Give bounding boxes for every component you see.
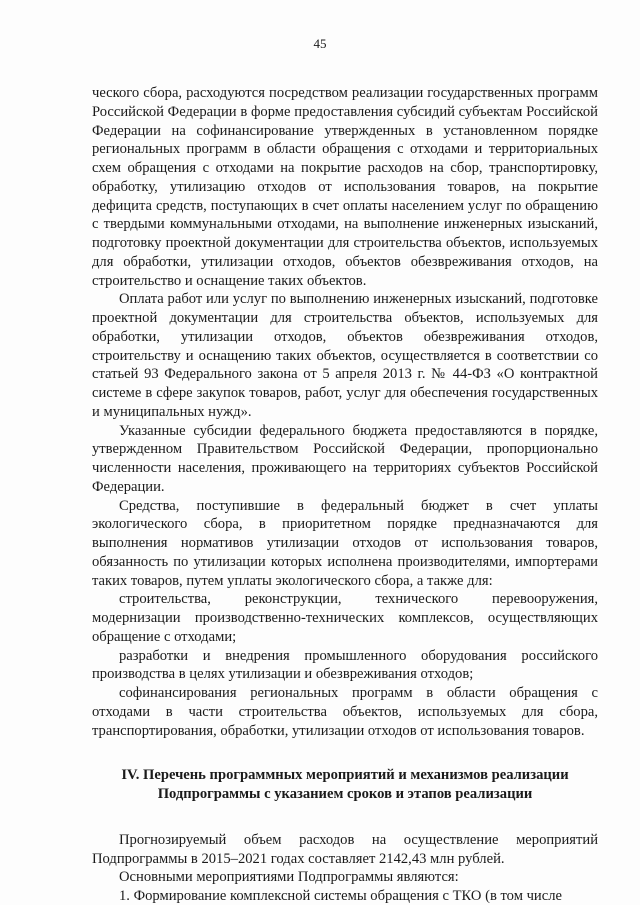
list-item-cofinancing: софинансирования региональных программ в области обращения с отходами в части строительства объектов, используемых для сбора, транспортирования, обработки, утилизации отходов от использования товаров.	[92, 685, 598, 739]
section-heading-line-1: IV. Перечень программных мероприятий и механизмов реализации	[121, 767, 569, 784]
section-heading	[92, 766, 598, 804]
paragraph-2: Оплата работ или услуг по выполнению инженерных изысканий, подготовке проектной документации для строительства объектов, используемых для обработки, утилизации отходов, объектов обезвреживания отходов, строительству и оснащению таких объектов, осуществляется в соответствии со статьей 93 Федерального закона от 5 апреля 2013 г. № 44-ФЗ «О контрактной системе в сфере закупок товаров, работ, услуг для обеспечения государственных и муниципальных нужд».	[92, 291, 598, 420]
paragraph-expenses: Прогнозируемый объем расходов на осуществление мероприятий Подпрограммы в 2015–2021 годах составляет 2142,43 млн рублей.	[92, 831, 598, 867]
list-item-development: разработки и внедрения промышленного оборудования российского производства в целях утилизации и обезвреживания отходов;	[92, 647, 598, 683]
paragraph-4: Средства, поступившие в федеральный бюджет в счет уплаты экологического сбора, в приоритетном порядке предназначаются для выполнения нормативов утилизации отходов от использования товаров, обязанность по утилизации которых исполнена производителями, импортерами таких товаров, путем уплаты экологического сбора, а также для:	[92, 497, 598, 589]
paragraph-activity-1: 1. Формирование комплексной системы обращения с ТКО (в том числе	[119, 888, 562, 904]
section-heading-line-2: Подпрограммы с указанием сроков и этапов реализации	[157, 786, 533, 802]
document-body	[92, 84, 598, 906]
list-item-construction: строительства, реконструкции, технического перевооружения, модернизации производственно-технических комплексов, осуществляющих обращение с отходами;	[92, 591, 598, 645]
paragraph-3: Указанные субсидии федерального бюджета предоставляются в порядке, утвержденном Правительством Российской Федерации, пропорционально численности населения, проживающего на территориях субъектов Российской Федерации.	[92, 422, 598, 495]
paragraph-main-activities: Основными мероприятиями Подпрограммы являются:	[119, 869, 459, 886]
paragraph-1: ческого сбора, расходуются посредством реализации государственных программ Российской Федерации в форме предоставления субсидий субъектам Российской Федерации на софинансирование утвержденных в установленном порядке региональных программ в области обращения с отходами и территориальных схем обращения с отходами на покрытие расходов на сбор, транспортировку, обработку, утилизацию отходов от использования товаров, на покрытие дефицита средств, поступающих в счет оплаты населением услуг по обращению с твердыми коммунальными отходами, на выполнение инженерных изысканий, подготовку проектной документации для строительства объектов, используемых для обработки, утилизации отходов, объектов обезвреживания отходов, на строительство и оснащение таких объектов.	[92, 85, 598, 289]
page-number: 45	[313, 36, 327, 51]
